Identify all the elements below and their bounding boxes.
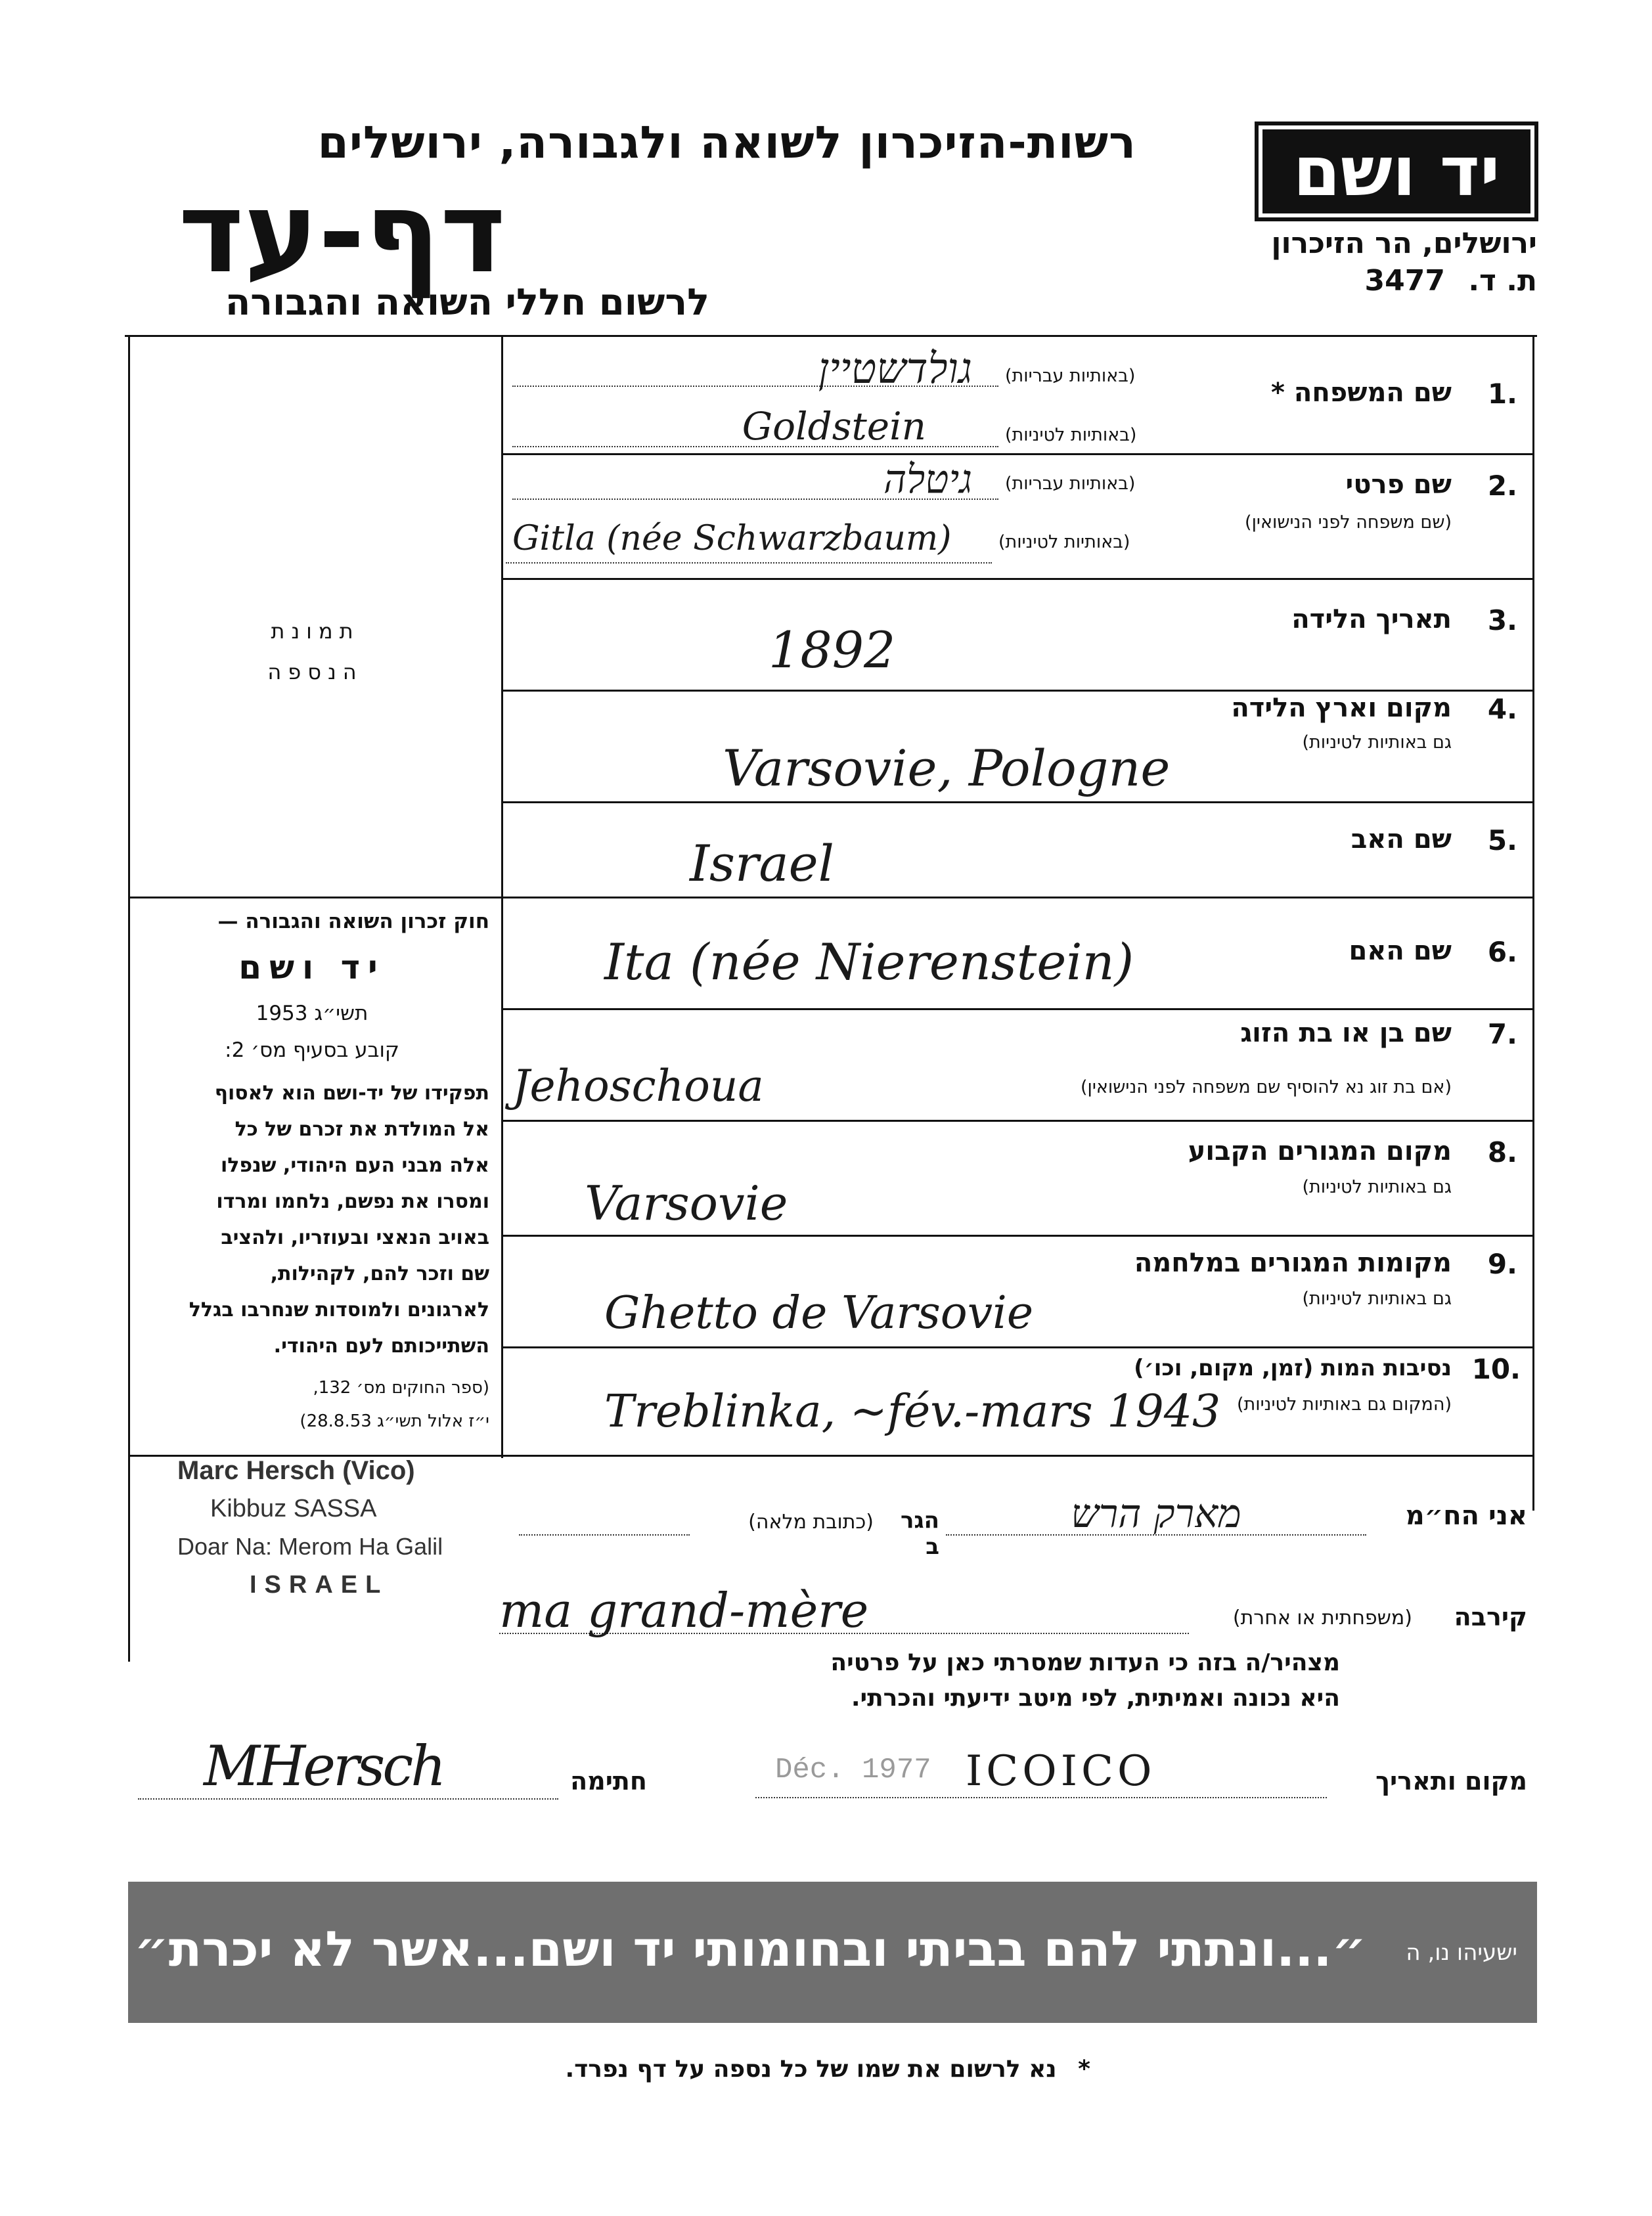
circumstances-of-death-input[interactable]: Treblinka, ~fév.-mars 1943 — [604, 1386, 1221, 1438]
field-label: מקום וארץ הלידה — [1231, 693, 1452, 723]
resident-label: הגר ב — [900, 1507, 939, 1560]
field-sublabel: גם באותיות לטיניות) — [1302, 1289, 1452, 1309]
declaration-statement — [499, 1645, 1340, 1716]
first-name-hebrew-input[interactable]: גיטלה — [512, 456, 998, 500]
field-first-name — [506, 456, 1530, 576]
declarant-name-input[interactable]: מארק הרש — [946, 1491, 1366, 1536]
hint-latin: (באותיות לטיניות) — [1005, 425, 1137, 445]
field-sublabel: גם באותיות לטיניות) — [1302, 1177, 1452, 1197]
law-ref-2: י״ז אלול תשי״ג 28.8.53) — [300, 1411, 489, 1431]
quote-source: ישעיהו נו, ה — [1406, 1939, 1517, 1966]
law-line: תפקידו של יד-ושם הוא לאסוף — [214, 1082, 489, 1105]
declarant-address-input[interactable] — [519, 1511, 690, 1536]
field-label: נסיבות המות (זמן, מקום, וכו׳) — [1134, 1355, 1452, 1381]
law-text — [135, 1075, 489, 1364]
place-date-label: מקום ותאריך — [1375, 1767, 1527, 1796]
field-sublabel: גם באותיות לטיניות) — [1302, 732, 1452, 753]
field-mother-name — [506, 900, 1530, 1006]
field-number: 4. — [1487, 693, 1517, 725]
statement-line-2: היא נכונה ואמיתית, לפי מיטב ידיעתי והכרתי. — [851, 1685, 1340, 1712]
law-year: תשי״ג 1953 — [256, 1002, 368, 1025]
hint-latin: (באותיות לטיניות) — [998, 532, 1130, 552]
field-father-name — [506, 805, 1530, 895]
field-label: שם האם — [1349, 936, 1452, 966]
law-name: יד ושם — [238, 948, 386, 986]
spouse-name-input[interactable]: Jehoschoua — [512, 1061, 764, 1111]
field-sublabel: (המקום גם באותיות לטיניות) — [1236, 1394, 1452, 1415]
pobox-label: ת. ד. — [1468, 264, 1537, 298]
footnote — [460, 2056, 1090, 2083]
logo-text: יד ושם — [1293, 131, 1500, 211]
authority-heading: רשות-הזיכרון לשואה ולגבורה, ירושלים — [317, 117, 1136, 169]
declarant-label: אני הח״מ — [1405, 1501, 1527, 1531]
law-section: קובע בסעיף מס׳ 2: — [225, 1038, 399, 1062]
wartime-residence-input[interactable]: Ghetto de Varsovie — [604, 1287, 1034, 1339]
law-line: השתייכותם לעם היהודי. — [273, 1335, 489, 1358]
field-wartime-residence — [506, 1238, 1530, 1344]
field-number: 8. — [1487, 1136, 1517, 1168]
law-ref-1: (ספר החוקים מס׳ 132, — [313, 1378, 489, 1398]
stamp-name: Marc Hersch (Vico) — [177, 1456, 415, 1485]
field-label: תאריך הלידה — [1291, 604, 1452, 634]
law-line: ומסרו את נפשם, נלחמו ומרדו — [216, 1190, 489, 1213]
stamp-kibbutz: Kibbuz SASSA — [210, 1495, 377, 1522]
field-label: שם בן או בת הזוג — [1240, 1018, 1452, 1048]
law-title: חוק זכרון השואה והגבורה — — [217, 910, 489, 933]
signature-label: חתימה — [570, 1767, 647, 1796]
field-number: 10. — [1471, 1353, 1521, 1385]
field-sublabel: (אם בת זוג נא להוסיף שם משפחה לפני הנישואין) — [1080, 1077, 1452, 1097]
law-line: לארגונים ולמוסדות שנחרבו בגלל — [189, 1298, 489, 1321]
signature-input[interactable]: MHersch — [138, 1734, 558, 1800]
relation-input[interactable]: ma grand-mère — [499, 1583, 1189, 1634]
footnote-mark: * — [1078, 2056, 1090, 2083]
mother-name-input[interactable]: Ita (née Nierenstein) — [604, 933, 1134, 991]
relation-hint: (משפחתית או אחרת) — [1232, 1607, 1412, 1629]
birth-date-input[interactable]: 1892 — [769, 621, 896, 679]
field-permanent-residence — [506, 1123, 1530, 1232]
form-title: דף-עד — [178, 168, 506, 298]
field-number: 1. — [1487, 378, 1517, 410]
quote-banner — [128, 1882, 1537, 2023]
field-label: מקום המגורים הקבוע — [1188, 1136, 1452, 1166]
relation-label: קירבה — [1454, 1603, 1527, 1631]
field-label: שם פרטי — [1345, 470, 1452, 500]
family-name-hebrew-input[interactable]: גולדשטיין — [512, 345, 998, 387]
field-spouse-name — [506, 1011, 1530, 1118]
pobox — [1347, 264, 1537, 298]
field-label: שם המשפחה * — [1271, 378, 1452, 408]
place-handwritten: ICOICO — [966, 1747, 1156, 1796]
family-name-latin-input[interactable]: Goldstein — [512, 404, 998, 447]
field-number: 3. — [1487, 604, 1517, 636]
field-number: 2. — [1487, 470, 1517, 502]
field-family-name — [506, 338, 1530, 451]
field-number: 9. — [1487, 1248, 1517, 1280]
hint-hebrew: (באותיות עבריות) — [1005, 366, 1136, 386]
law-excerpt — [135, 903, 489, 1436]
field-number: 7. — [1487, 1018, 1517, 1050]
birth-place-input[interactable]: Varsovie, Pologne — [723, 739, 1171, 797]
field-label: מקומות המגורים במלחמה — [1134, 1248, 1452, 1278]
field-birth-place — [506, 693, 1530, 799]
photo-label-1: תמונת — [271, 619, 360, 644]
law-line: אל המולדת את זכרם של כל — [234, 1118, 489, 1141]
field-sublabel: (שם משפחה לפני הנישואין) — [1245, 512, 1452, 533]
permanent-residence-input[interactable]: Varsovie — [585, 1176, 788, 1231]
first-name-latin-input[interactable]: Gitla (née Schwarzbaum) — [506, 519, 992, 564]
law-line: שם וזכר להם, לקהילות, — [270, 1262, 489, 1285]
law-line: באויב הנאצי ובעוזריו, ולהציב — [221, 1226, 489, 1249]
field-number: 6. — [1487, 936, 1517, 968]
footnote-text: נא לרשום את שמו של כל נספה על דף נפרד. — [565, 2056, 1057, 2083]
quote-text: ״...ונתתי להם בביתי ובחומותי יד ושם...אשר לא יכרת״ — [134, 1921, 1366, 1978]
stamp-country: ISRAEL — [250, 1571, 389, 1599]
photo-placeholder — [131, 611, 499, 692]
pobox-number: 3477 — [1364, 264, 1445, 298]
field-label: שם האב — [1351, 824, 1452, 854]
form-subtitle: לרשום חללי השואה והגבורה — [225, 281, 709, 324]
stamp-postal: Doar Na: Merom Ha Galil — [177, 1533, 443, 1560]
field-birth-date — [506, 581, 1530, 688]
father-name-input[interactable]: Israel — [690, 834, 834, 893]
witness-address-stamp — [177, 1451, 519, 1604]
statement-line-1: מצהיר/ה בזה כי העדות שמסרתי כאן על פרטיה — [830, 1649, 1340, 1676]
place-date-input[interactable] — [755, 1747, 1327, 1798]
yad-vashem-logo — [1255, 122, 1538, 221]
law-line: אלה מבני העם היהודי, שנפלו — [220, 1154, 489, 1177]
hint-hebrew: (באותיות עבריות) — [1005, 474, 1136, 494]
field-number: 5. — [1487, 824, 1517, 856]
date-stamp: Déc. 1977 — [775, 1754, 931, 1786]
address-hint: (כתובת מלאה) — [748, 1511, 874, 1534]
address-line: ירושלים, הר הזיכרון — [1271, 227, 1537, 260]
photo-label-2: הנספה — [267, 659, 363, 684]
field-circumstances-of-death — [506, 1350, 1530, 1453]
